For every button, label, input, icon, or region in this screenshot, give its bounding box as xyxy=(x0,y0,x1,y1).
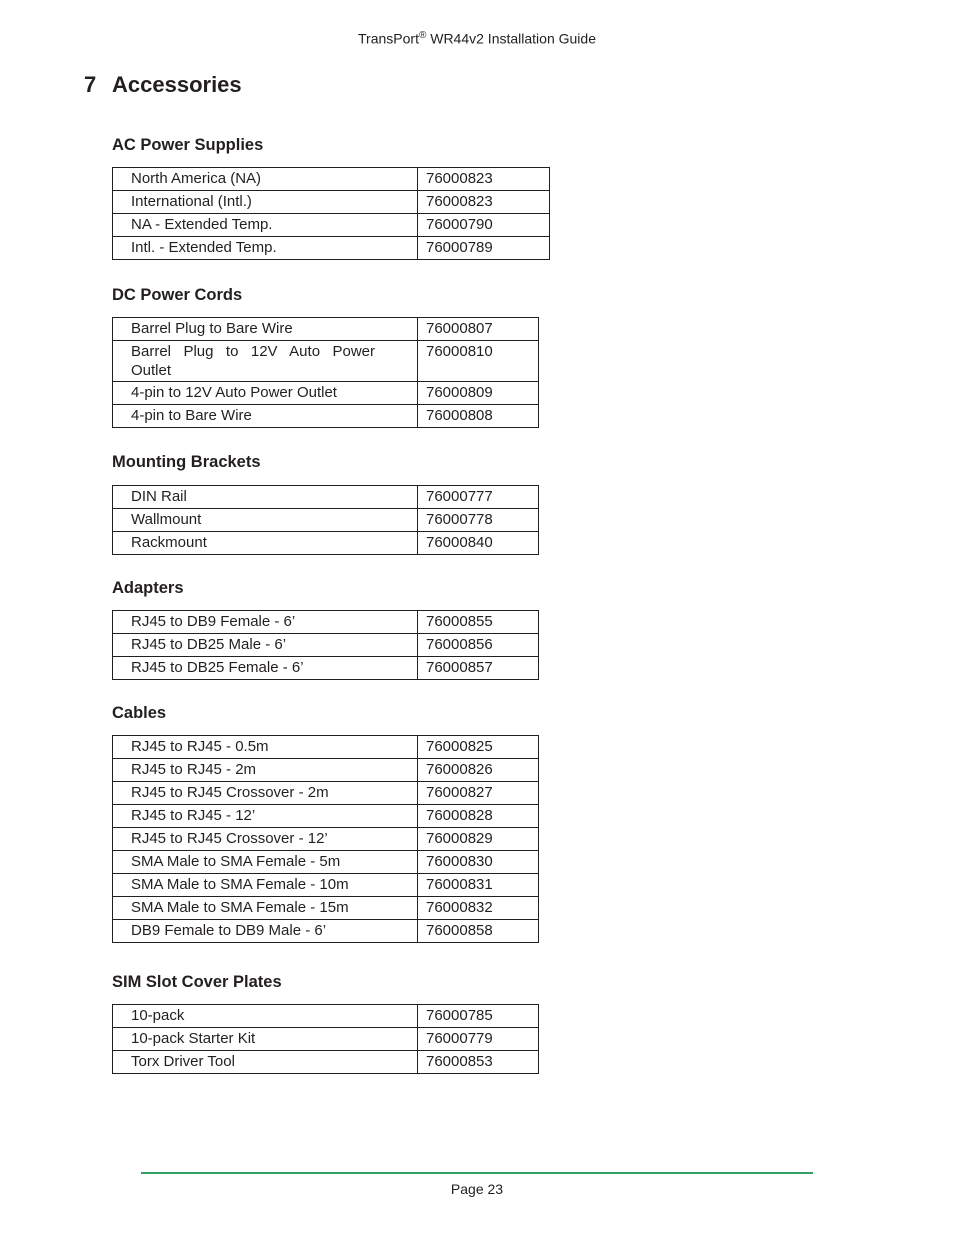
table-row xyxy=(113,532,539,555)
part-number: 76000853 xyxy=(418,1051,539,1074)
part-number: 76000829 xyxy=(418,828,539,851)
table-row xyxy=(113,1051,539,1074)
part-description: 10-pack xyxy=(113,1005,418,1028)
part-description: RJ45 to DB9 Female - 6’ xyxy=(113,611,418,634)
section-title-adapters: Adapters xyxy=(112,579,184,597)
part-description: RJ45 to RJ45 - 0.5m xyxy=(113,736,418,759)
table-row xyxy=(113,214,550,237)
table-row xyxy=(113,1005,539,1028)
part-description: NA - Extended Temp. xyxy=(113,214,418,237)
section-title-mounting-brackets: Mounting Brackets xyxy=(112,453,261,471)
part-description: Barrel Plug to Bare Wire xyxy=(113,318,418,341)
table-row xyxy=(113,874,539,897)
part-description: 4-pin to Bare Wire xyxy=(113,405,418,428)
part-description: RJ45 to RJ45 Crossover - 2m xyxy=(113,782,418,805)
part-number: 76000778 xyxy=(418,509,539,532)
part-number: 76000855 xyxy=(418,611,539,634)
part-description: Barrel Plug to 12V Auto Power Outlet xyxy=(113,341,418,382)
part-number: 76000825 xyxy=(418,736,539,759)
part-description: RJ45 to DB25 Male - 6’ xyxy=(113,634,418,657)
table-row xyxy=(113,828,539,851)
table-row xyxy=(113,920,539,943)
table-row xyxy=(113,168,550,191)
part-description: SMA Male to SMA Female - 10m xyxy=(113,874,418,897)
part-number: 76000831 xyxy=(418,874,539,897)
part-number: 76000823 xyxy=(418,168,550,191)
table-row xyxy=(113,851,539,874)
part-number: 76000809 xyxy=(418,382,539,405)
sim-slot-cover-plates-table xyxy=(112,1004,539,1074)
table-row xyxy=(113,782,539,805)
table-row xyxy=(113,1028,539,1051)
table-row xyxy=(113,611,539,634)
table-row xyxy=(113,759,539,782)
part-description: North America (NA) xyxy=(113,168,418,191)
table-row xyxy=(113,191,550,214)
part-description: DB9 Female to DB9 Male - 6’ xyxy=(113,920,418,943)
table-row xyxy=(113,318,539,341)
registered-mark: ® xyxy=(418,30,427,41)
part-description: RJ45 to DB25 Female - 6’ xyxy=(113,657,418,680)
dc-power-cords-table xyxy=(112,317,539,428)
section-title-ac-power-supplies: AC Power Supplies xyxy=(112,136,264,154)
table-row xyxy=(113,634,539,657)
table-row xyxy=(113,805,539,828)
chapter-title: Accessories xyxy=(112,72,242,97)
part-number: 76000785 xyxy=(418,1005,539,1028)
footer-divider xyxy=(141,1172,813,1174)
part-number: 76000779 xyxy=(418,1028,539,1051)
table-row xyxy=(113,341,539,382)
table-row xyxy=(113,405,539,428)
part-number: 76000823 xyxy=(418,191,550,214)
chapter-heading xyxy=(84,72,242,98)
part-number: 76000777 xyxy=(418,486,539,509)
part-description: Intl. - Extended Temp. xyxy=(113,237,418,260)
part-number: 76000828 xyxy=(418,805,539,828)
ac-power-supplies-table xyxy=(112,167,550,260)
part-description: 10-pack Starter Kit xyxy=(113,1028,418,1051)
part-number: 76000858 xyxy=(418,920,539,943)
table-row xyxy=(113,736,539,759)
table-row xyxy=(113,486,539,509)
table-row xyxy=(113,382,539,405)
part-description: SMA Male to SMA Female - 15m xyxy=(113,897,418,920)
part-description: RJ45 to RJ45 - 2m xyxy=(113,759,418,782)
part-number: 76000830 xyxy=(418,851,539,874)
header-product: TransPort xyxy=(358,30,419,47)
part-number: 76000790 xyxy=(418,214,550,237)
part-number: 76000810 xyxy=(418,341,539,382)
table-row xyxy=(113,237,550,260)
part-number: 76000856 xyxy=(418,634,539,657)
part-description: Wallmount xyxy=(113,509,418,532)
part-description: 4-pin to 12V Auto Power Outlet xyxy=(113,382,418,405)
page-header xyxy=(0,30,954,47)
table-row xyxy=(113,657,539,680)
part-number: 76000808 xyxy=(418,405,539,428)
table-row xyxy=(113,897,539,920)
part-description: DIN Rail xyxy=(113,486,418,509)
part-number: 76000840 xyxy=(418,532,539,555)
section-title-cables: Cables xyxy=(112,704,167,722)
part-description: International (Intl.) xyxy=(113,191,418,214)
page-number: Page 23 xyxy=(450,1181,504,1197)
part-number: 76000832 xyxy=(418,897,539,920)
part-number: 76000857 xyxy=(418,657,539,680)
part-description: Torx Driver Tool xyxy=(113,1051,418,1074)
part-number: 76000807 xyxy=(418,318,539,341)
cables-table xyxy=(112,735,539,943)
section-title-dc-power-cords: DC Power Cords xyxy=(112,286,243,304)
part-number: 76000826 xyxy=(418,759,539,782)
mounting-brackets-table xyxy=(112,485,539,555)
part-description: Rackmount xyxy=(113,532,418,555)
part-description: RJ45 to RJ45 - 12’ xyxy=(113,805,418,828)
header-guide-title: WR44v2 Installation Guide xyxy=(426,30,596,47)
part-description: RJ45 to RJ45 Crossover - 12’ xyxy=(113,828,418,851)
part-number: 76000827 xyxy=(418,782,539,805)
part-number: 76000789 xyxy=(418,237,550,260)
chapter-number: 7 xyxy=(84,72,97,97)
section-title-sim-slot-cover-plates: SIM Slot Cover Plates xyxy=(112,973,282,991)
part-description: SMA Male to SMA Female - 5m xyxy=(113,851,418,874)
table-row xyxy=(113,509,539,532)
adapters-table xyxy=(112,610,539,680)
